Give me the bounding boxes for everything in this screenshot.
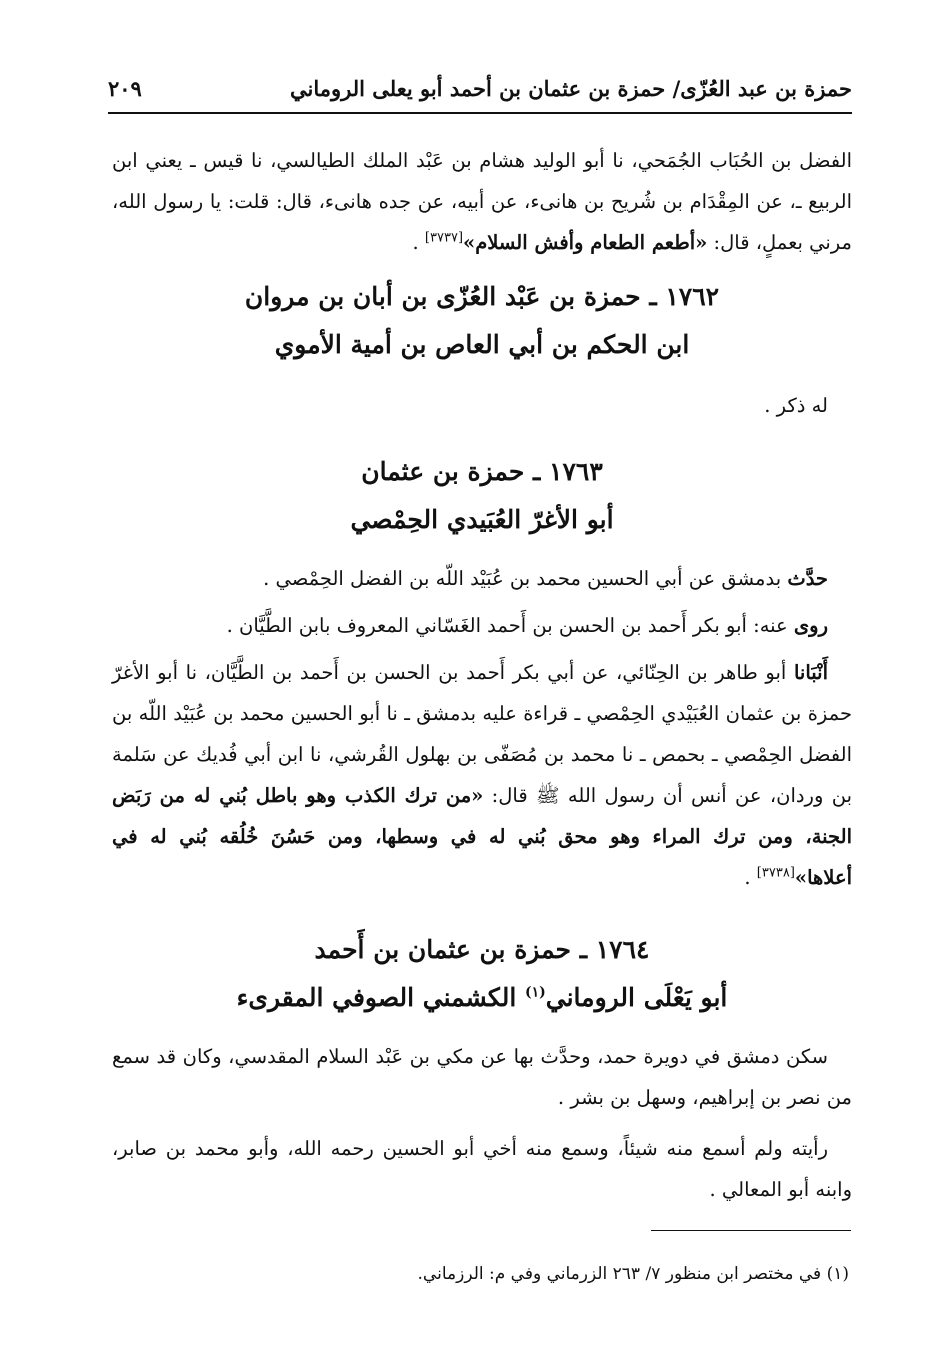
entry-1763-p3-lead: أَنْبَانا (793, 661, 828, 684)
page-number: ٢٠٩ (108, 76, 142, 101)
entry-1763-p1-text: بدمشق عن أبي الحسين محمد بن عُبَيْد اللّه بن الفضل الحِمْصي . (263, 567, 788, 590)
page-body (112, 140, 852, 1210)
intro-ref: [٣٧٣٧] (424, 230, 464, 246)
footnote-divider (651, 1230, 851, 1231)
entry-1763-paragraph-2 (112, 605, 852, 646)
entry-1764-heading (112, 926, 852, 1022)
entry-1764-subtitle-a: أبو يَعْلَى الروماني (545, 983, 728, 1012)
entry-1763-p2-text: عنه: أبو بكر أَحمد بن الحسن بن أَحمد الغَسّاني المعروف بابن الطَّيَّان . (226, 614, 794, 637)
entry-1763-heading (112, 448, 852, 544)
footnote-marker: (١) (524, 984, 546, 1001)
intro-end: . (412, 231, 425, 254)
entry-1763-p1-lead: حدَّث (787, 567, 828, 590)
entry-1762-heading (112, 273, 852, 369)
running-head: حمزة بن عبد العُزّى/ حمزة بن عثمان بن أحمد أبو يعلى الروماني (289, 76, 852, 101)
footnote: (١) في مختصر ابن منظور ٧/ ٢٦٣ الزرماني وفي م: الرزماني. (417, 1264, 849, 1284)
entry-1764-subtitle (112, 974, 852, 1022)
page-header (108, 72, 852, 114)
intro-paragraph (112, 140, 852, 263)
intro-text: الفضل بن الحُبَاب الجُمَحي، نا أبو الوليد هشام بن عَبْد الملك الطيالسي، نا قيس ـ يعني ابن الربيع ـ، عن المِقْدَام بن شُريح بن هانىء، عن أبيه، عن جده هانىء، قال: قلت: يا رسول الله، مرني بعملٍ، قال: (112, 149, 852, 254)
entry-1762-text: له ذكر . (764, 394, 828, 417)
entry-1763-paragraph-1 (112, 558, 852, 599)
entry-1763-title: ١٧٦٣ ـ حمزة بن عثمان (361, 457, 603, 486)
entry-1763-p3-ref: [٣٧٣٨] (756, 865, 795, 881)
entry-1763-p3-end: . (744, 866, 757, 889)
entry-1763-p3-quote: «من ترك الكذب وهو باطل بُني له من رَبَض الجنة، ومن ترك المراء وهو محق بُني له في وسطها، ومن حَسُنَ خُلُقه بُني له في أعلاها» (112, 784, 852, 889)
entry-1763-paragraph-3 (112, 652, 852, 898)
entry-1764-paragraph-1: سكن دمشق في دويرة حمد، وحدَّث بها عن مكي بن عَبْد السلام المقدسي، وكان قد سمع من نصر بن إبراهيم، وسهل بن بشر . (112, 1045, 852, 1109)
entry-1762-subtitle: ابن الحكم بن أبي العاص بن أمية الأموي (274, 330, 690, 359)
entry-1763-subtitle: أبو الأغرّ العُبَيدي الحِمْصي (350, 505, 614, 534)
intro-quote: «أطعم الطعام وأفش السلام» (463, 231, 708, 254)
entry-1764-paragraph-2: رأيته ولم أسمع منه شيئاً، وسمع منه أخي أبو الحسين رحمه الله، وأبو محمد بن صابر، وابنه أبو المعالي . (112, 1137, 852, 1201)
entry-1762-title: ١٧٦٢ ـ حمزة بن عَبْد العُزّى بن أبان بن مروان (244, 282, 720, 311)
entry-1764-subtitle-b: الكشمني الصوفي المقرىء (236, 983, 525, 1012)
entry-1763-p3-text: أبو طاهر بن الحِنّائي، عن أبي بكر أَحمد بن الحسن بن أَحمد بن الطَّيَّان، نا أبو الأغرّ حمزة بن عثمان العُبَيْدي الحِمْصي ـ قراءة عليه بدمشق ـ نا أبو الحسين محمد بن عُبَيْد اللّه بن الفضل الحِمْصي ـ بحمص ـ نا محمد بن مُصَفّى بن بهلول القُرشي، نا ابن أبي فُديك عن سَلمة بن وردان، عن أنس أن رسول الله ﷺ قال: (112, 661, 852, 807)
entry-1764-title: ١٧٦٤ ـ حمزة بن عثمان بن أَحمد (314, 935, 650, 964)
entry-1763-p2-lead: روى (793, 614, 828, 637)
